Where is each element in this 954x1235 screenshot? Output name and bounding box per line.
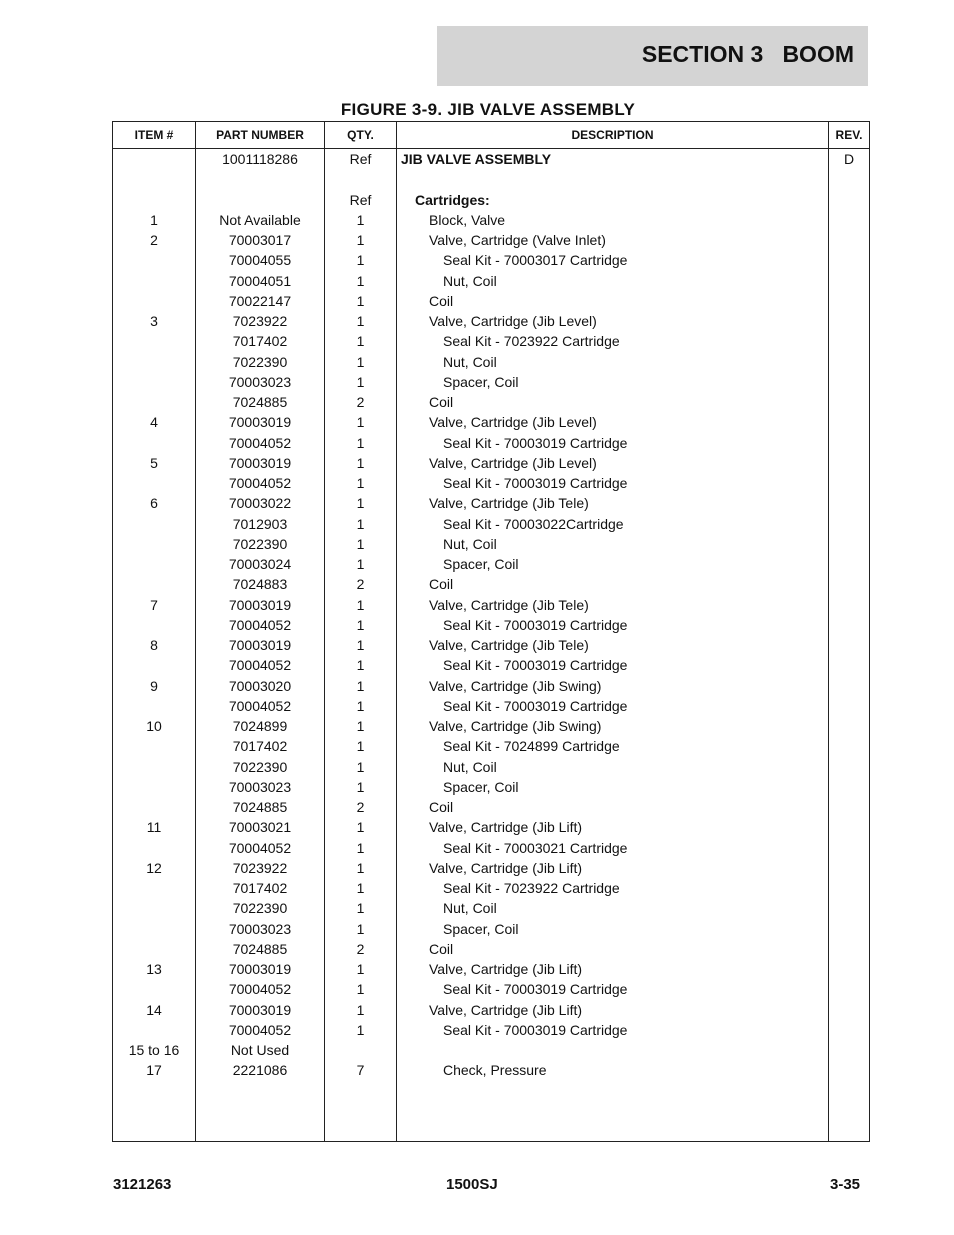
description-cell: Spacer, Coil [443, 556, 519, 572]
part-number-cell: 70003021 [228, 819, 292, 836]
footer-model: 1500SJ [446, 1176, 498, 1193]
item-number-cell: 7 [150, 596, 158, 613]
quantity-cell: 1 [356, 981, 365, 998]
quantity-cell: 1 [356, 778, 365, 795]
part-number-cell: 7017402 [232, 333, 288, 350]
quantity-cell: 1 [356, 556, 365, 572]
quantity-cell: 1 [356, 677, 365, 694]
description-cell: Valve, Cartridge (Jib Level) [429, 454, 597, 471]
description-cell: Valve, Cartridge (Jib Lift) [429, 819, 583, 836]
description-cell: Seal Kit - 70003019 Cartridge [443, 475, 628, 491]
item-number-cell: 14 [146, 1001, 162, 1018]
part-number-cell: 7012903 [232, 515, 288, 532]
parts-table [112, 121, 870, 1142]
quantity-cell: 1 [356, 859, 365, 876]
quantity-cell: 1 [356, 819, 365, 836]
part-number-cell: 70004052 [228, 657, 292, 674]
table-row [113, 636, 869, 656]
column-header-qty: QTY. [347, 128, 374, 142]
table-row [113, 312, 869, 332]
item-number-cell: 15 to 16 [128, 1042, 180, 1058]
description-cell: Seal Kit - 70003021 Cartridge [443, 839, 628, 856]
table-row [113, 494, 869, 514]
quantity-cell: 7 [356, 1062, 365, 1079]
description-cell: Valve, Cartridge (Valve Inlet) [429, 232, 606, 248]
description-cell: Seal Kit - 70003019 Cartridge [443, 616, 628, 633]
quantity-cell: 1 [356, 839, 365, 856]
quantity-cell: 1 [356, 738, 365, 755]
table-row [113, 818, 869, 838]
quantity-cell: 1 [356, 1021, 365, 1038]
part-number-cell: 7022390 [232, 758, 288, 775]
quantity-cell: 1 [356, 333, 365, 350]
part-number-cell: 70003020 [228, 677, 292, 694]
table-row [113, 677, 869, 697]
part-number-cell: 7023922 [232, 313, 288, 329]
part-number-cell: 70003023 [228, 373, 292, 390]
part-number-cell: 70003017 [228, 232, 292, 248]
description-cell: Check, Pressure [443, 1062, 547, 1079]
item-number-cell: 5 [150, 454, 158, 471]
part-number-cell: 70004052 [228, 697, 292, 714]
table-row [113, 413, 869, 433]
table-row [113, 960, 869, 980]
item-number-cell: 10 [146, 718, 162, 734]
description-cell: Valve, Cartridge (Jib Lift) [429, 961, 583, 977]
table-row [113, 859, 869, 879]
table-row [113, 454, 869, 474]
table-row [113, 231, 869, 251]
table-row [113, 1001, 869, 1021]
table-row [113, 515, 869, 535]
part-number-cell: 70004052 [228, 981, 292, 998]
description-cell: Valve, Cartridge (Jib Level) [429, 414, 597, 431]
table-row [113, 535, 869, 555]
description-cell: Spacer, Coil [443, 778, 519, 795]
table-row [113, 170, 869, 190]
figure-title: FIGURE 3-9. JIB VALVE ASSEMBLY [340, 100, 636, 119]
description-cell: Seal Kit - 70003019 Cartridge [443, 434, 628, 451]
description-cell: Coil [429, 799, 454, 815]
quantity-cell: 1 [356, 313, 365, 329]
quantity-cell: 1 [356, 373, 365, 390]
table-row [113, 575, 869, 595]
table-row [113, 211, 869, 231]
quantity-cell: Ref [349, 151, 372, 167]
quantity-cell: 1 [356, 232, 365, 248]
quantity-cell: 1 [356, 880, 365, 896]
quantity-cell: 1 [356, 616, 365, 633]
table-row [113, 393, 869, 413]
part-number-cell: 7023922 [232, 859, 288, 876]
table-row [113, 332, 869, 352]
part-number-cell: 7017402 [232, 880, 288, 896]
table-row [113, 353, 869, 373]
description-cell: Nut, Coil [443, 272, 497, 289]
item-number-cell: 11 [146, 819, 162, 836]
part-number-cell: 70003022 [228, 495, 292, 512]
footer-publication-number: 3121263 [113, 1176, 172, 1193]
part-number-cell: 70003023 [228, 920, 292, 937]
quantity-cell: 1 [356, 1001, 365, 1018]
item-number-cell: 4 [150, 414, 158, 431]
table-row [113, 879, 869, 899]
part-number-cell: 70003019 [228, 637, 292, 653]
description-cell: Cartridges: [415, 191, 490, 208]
part-number-cell: 7024885 [232, 799, 288, 815]
part-number-cell: 70004051 [228, 272, 292, 289]
table-row [113, 778, 869, 798]
table-row [113, 737, 869, 757]
table-row [113, 251, 869, 271]
description-cell: Seal Kit - 70003019 Cartridge [443, 1021, 628, 1038]
quantity-cell: Ref [349, 191, 372, 208]
table-row [113, 899, 869, 919]
description-cell: Coil [429, 576, 454, 593]
quantity-cell: 1 [356, 961, 365, 977]
quantity-cell: 1 [356, 495, 365, 512]
table-row [113, 272, 869, 292]
quantity-cell: 1 [356, 454, 365, 471]
description-cell: JIB VALVE ASSEMBLY [401, 151, 552, 167]
table-row [113, 474, 869, 494]
quantity-cell: 1 [356, 515, 365, 532]
description-cell: Nut, Coil [443, 535, 497, 552]
description-cell: Seal Kit - 70003022Cartridge [443, 515, 624, 532]
description-cell: Coil [429, 292, 454, 309]
quantity-cell: 1 [356, 252, 365, 269]
table-row [113, 434, 869, 454]
table-row [113, 839, 869, 859]
table-row [113, 373, 869, 393]
description-cell: Valve, Cartridge (Jib Level) [429, 313, 597, 329]
column-header-part-number: PART NUMBER [216, 128, 304, 142]
quantity-cell: 1 [356, 272, 365, 289]
part-number-cell: 70004055 [228, 252, 292, 269]
description-cell: Seal Kit - 70003019 Cartridge [443, 657, 628, 674]
quantity-cell: 2 [356, 394, 365, 410]
description-cell: Seal Kit - 7024899 Cartridge [443, 738, 620, 755]
description-cell: Coil [429, 940, 454, 957]
quantity-cell: 1 [356, 758, 365, 775]
table-row [113, 717, 869, 737]
table-row [113, 656, 869, 676]
column-header-rev: REV. [835, 128, 863, 142]
description-cell: Valve, Cartridge (Jib Lift) [429, 859, 583, 876]
header-divider [113, 148, 869, 149]
quantity-cell: 1 [356, 434, 365, 451]
quantity-cell: 1 [356, 657, 365, 674]
table-row [113, 596, 869, 616]
part-number-cell: 7017402 [232, 738, 288, 755]
description-cell: Valve, Cartridge (Jib Swing) [429, 718, 602, 734]
description-cell: Valve, Cartridge (Jib Tele) [429, 495, 589, 512]
part-number-cell: 70003019 [228, 961, 292, 977]
description-cell: Nut, Coil [443, 758, 497, 775]
table-body [113, 150, 869, 1082]
quantity-cell: 1 [356, 414, 365, 431]
description-cell: Block, Valve [429, 211, 505, 228]
item-number-cell: 12 [146, 859, 162, 876]
quantity-cell: 1 [356, 596, 365, 613]
item-number-cell: 2 [150, 232, 158, 248]
quantity-cell: 1 [356, 900, 365, 917]
quantity-cell: 1 [356, 718, 365, 734]
column-header-item: ITEM # [134, 128, 174, 142]
table-row [113, 920, 869, 940]
part-number-cell: 70004052 [228, 839, 292, 856]
description-cell: Coil [429, 394, 454, 410]
table-row [113, 616, 869, 636]
table-row [113, 980, 869, 1000]
part-number-cell: 70004052 [228, 475, 292, 491]
quantity-cell: 1 [356, 697, 365, 714]
description-cell: Spacer, Coil [443, 373, 519, 390]
part-number-cell: 70003019 [228, 454, 292, 471]
item-number-cell: 6 [150, 495, 158, 512]
item-number-cell: 8 [150, 637, 158, 653]
description-cell: Seal Kit - 7023922 Cartridge [443, 333, 620, 350]
description-cell: Valve, Cartridge (Jib Lift) [429, 1001, 583, 1018]
part-number-cell: 70004052 [228, 616, 292, 633]
description-cell: Valve, Cartridge (Jib Tele) [429, 596, 589, 613]
part-number-cell: 70004052 [228, 434, 292, 451]
description-cell: Seal Kit - 70003019 Cartridge [443, 981, 628, 998]
part-number-cell: 70003023 [228, 778, 292, 795]
description-cell: Valve, Cartridge (Jib Tele) [429, 637, 589, 653]
table-row [113, 150, 869, 170]
quantity-cell: 1 [356, 920, 365, 937]
part-number-cell: 2221086 [232, 1062, 288, 1079]
quantity-cell: 2 [356, 799, 365, 815]
quantity-cell: 2 [356, 576, 365, 593]
table-row [113, 758, 869, 778]
column-header-description: DESCRIPTION [571, 128, 654, 142]
description-cell: Seal Kit - 70003019 Cartridge [443, 697, 628, 714]
table-row [113, 1041, 869, 1061]
part-number-cell: 70022147 [228, 292, 292, 309]
part-number-cell: 7022390 [232, 900, 288, 917]
item-number-cell: 9 [150, 677, 158, 694]
description-cell: Spacer, Coil [443, 920, 519, 937]
table-row [113, 191, 869, 211]
description-cell: Nut, Coil [443, 353, 497, 370]
quantity-cell: 1 [356, 353, 365, 370]
quantity-cell: 1 [356, 637, 365, 653]
part-number-cell: 7022390 [232, 353, 288, 370]
table-row [113, 555, 869, 575]
part-number-cell: 70003024 [228, 556, 292, 572]
part-number-cell: 1001118286 [222, 151, 298, 167]
quantity-cell: 2 [356, 940, 365, 957]
part-number-cell: 7022390 [232, 535, 288, 552]
part-number-cell: 7024885 [232, 940, 288, 957]
item-number-cell: 17 [146, 1062, 162, 1079]
part-number-cell: 70003019 [228, 1001, 292, 1018]
part-number-cell: 70004052 [228, 1021, 292, 1038]
table-row [113, 798, 869, 818]
quantity-cell: 1 [356, 292, 365, 309]
table-row [113, 1021, 869, 1041]
part-number-cell: 7024885 [232, 394, 288, 410]
description-cell: Seal Kit - 7023922 Cartridge [443, 880, 620, 896]
table-row [113, 292, 869, 312]
revision-cell: D [843, 151, 855, 167]
part-number-cell: 70003019 [228, 414, 292, 431]
part-number-cell: 7024899 [232, 718, 288, 734]
section-title: SECTION 3 BOOM [641, 41, 854, 67]
part-number-cell: 70003019 [228, 596, 292, 613]
section-header-band [437, 26, 868, 86]
part-number-cell: Not Used [230, 1042, 290, 1058]
footer-page-number: 3-35 [830, 1176, 861, 1193]
description-cell: Valve, Cartridge (Jib Swing) [429, 677, 602, 694]
table-row [113, 1061, 869, 1081]
part-number-cell: Not Available [219, 211, 301, 228]
item-number-cell: 13 [146, 961, 162, 977]
description-cell: Nut, Coil [443, 900, 497, 917]
item-number-cell: 1 [150, 211, 158, 228]
item-number-cell: 3 [150, 313, 158, 329]
quantity-cell: 1 [356, 211, 365, 228]
table-row [113, 697, 869, 717]
quantity-cell: 1 [356, 535, 365, 552]
part-number-cell: 7024883 [232, 576, 288, 593]
quantity-cell: 1 [356, 475, 365, 491]
description-cell: Seal Kit - 70003017 Cartridge [443, 252, 628, 269]
table-row [113, 940, 869, 960]
